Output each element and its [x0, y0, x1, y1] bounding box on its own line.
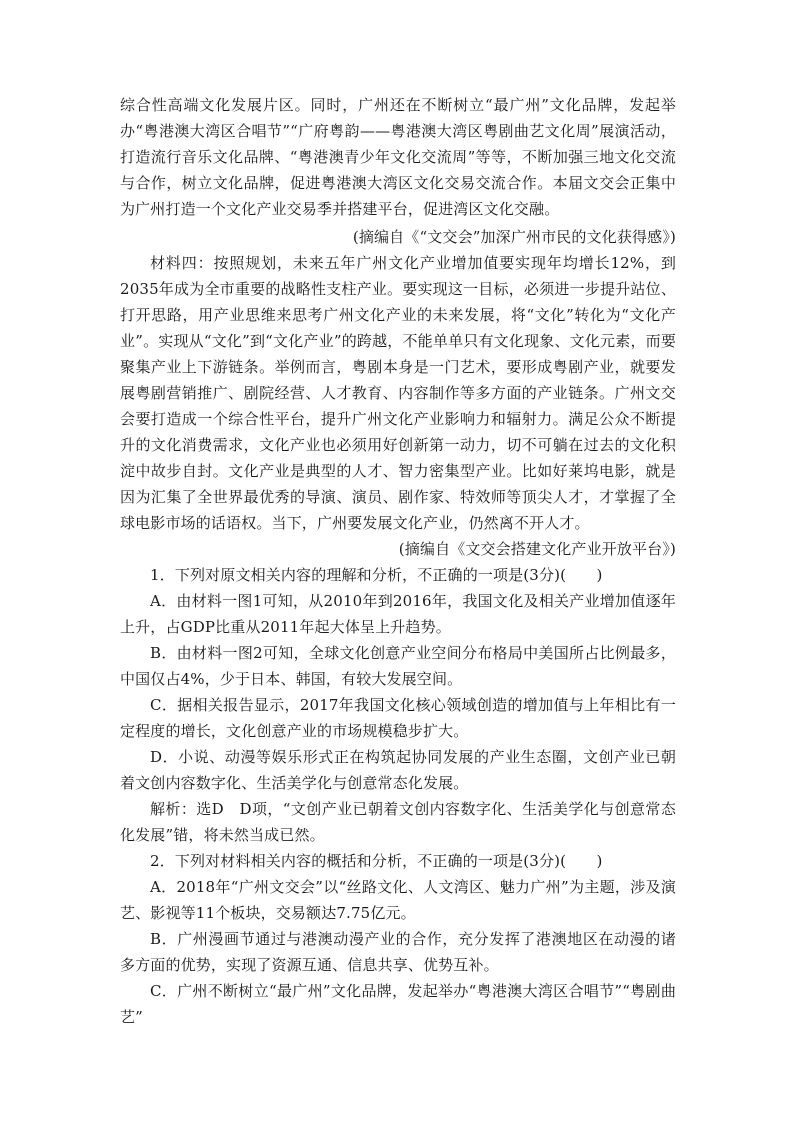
question-1-stem: 1．下列对原文相关内容的理解和分析，不正确的一项是(3分)( ): [150, 566, 603, 584]
question-1-option-c: C．据相关报告显示，2017年我国文化核心领域创造的增加值与上年相比有一定程度的增长，文化创意产业的市场规模稳步扩大。: [120, 696, 676, 740]
source-citation-material-four: (摘编自《文交会搭建文化产业开放平台》): [398, 540, 676, 558]
question-1-option-d: D．小说、动漫等娱乐形式正在构筑起协同发展的产业生态圈，文创产业已朝着文创内容数字化、生活美学化与创意常态化发展。: [120, 748, 676, 792]
material-four-paragraph: 材料四：按照规划，未来五年广州文化产业增加值要实现年均增长12%，到2035年成为全市重要的战略性支柱产业。要实现这一目标，必须进一步提升站位、打开思路，用产业思维来思考广州文化产业的未来发展，将“文化”转化为“文化产业”。实现从“文化”到“文化产业”的跨越，不能单单只有文化现象、文化元素，而要聚集产业上下游链条。举例而言，粤剧本身是一门艺术，要形成粤剧产业，就要发展粤剧营销推广、剧院经营、人才教育、内容制作等多方面的产业链条。广州文交会要打造成一个综合性平台，提升广州文化产业影响力和辐射力。满足公众不断提升的文化消费需求，文化产业也必须用好创新第一动力，切不可躺在过去的文化积淀中故步自封。文化产业是典型的人才、智力密集型产业。比如好莱坞电影，就是因为汇集了全世界最优秀的导演、演员、剧作家、特效师等顶尖人才，才掌握了全球电影市场的话语权。当下，广州要发展文化产业，仍然离不开人才。: [120, 254, 676, 532]
question-2-option-b: B．广州漫画节通过与港澳动漫产业的合作，充分发挥了港澳地区在动漫的诸多方面的优势，实现了资源互通、信息共享、优势互补。: [120, 930, 676, 974]
material-three-continuation: 综合性高端文化发展片区。同时，广州还在不断树立“最广州”文化品牌，发起举办“粤港澳大湾区合唱节”“广府粤韵——粤港澳大湾区粤剧曲艺文化周”展演活动，打造流行音乐文化品牌、“粤港澳青少年文化交流周”等等，不断加强三地文化交流与合作，树立文化品牌，促进粤港澳大湾区文化交易交流合作。本届文交会正集中为广州打造一个文化产业交易季并搭建平台，促进湾区文化交融。: [120, 96, 676, 218]
question-2-option-a: A．2018年“广州文交会”以“丝路文化、人文湾区、魅力广州”为主题，涉及演艺、影视等11个板块，交易额达7.75亿元。: [120, 878, 676, 922]
document-body: [120, 92, 676, 1030]
question-1-option-a: A．由材料一图1可知，从2010年到2016年，我国文化及相关产业增加值逐年上升，占GDP比重从2011年起大体呈上升趋势。: [120, 592, 676, 636]
question-2-option-c: C．广州不断树立“最广州”文化品牌，发起举办“粤港澳大湾区合唱节”“粤剧曲艺”: [120, 982, 676, 1026]
question-1-answer-explanation: 解析：选D D项，“文创产业已朝着文创内容数字化、生活美学化与创意常态化发展”错，将未然当成已然。: [120, 800, 676, 844]
source-citation-material-three: (摘编自《“文交会”加深广州市民的文化获得感》): [352, 228, 676, 246]
question-1-option-b: B．由材料一图2可知，全球文化创意产业空间分布格局中美国所占比例最多，中国仅占4%，少于日本、韩国，有较大发展空间。: [120, 644, 676, 688]
question-2-stem: 2．下列对材料相关内容的概括和分析，不正确的一项是(3分)( ): [150, 852, 603, 870]
